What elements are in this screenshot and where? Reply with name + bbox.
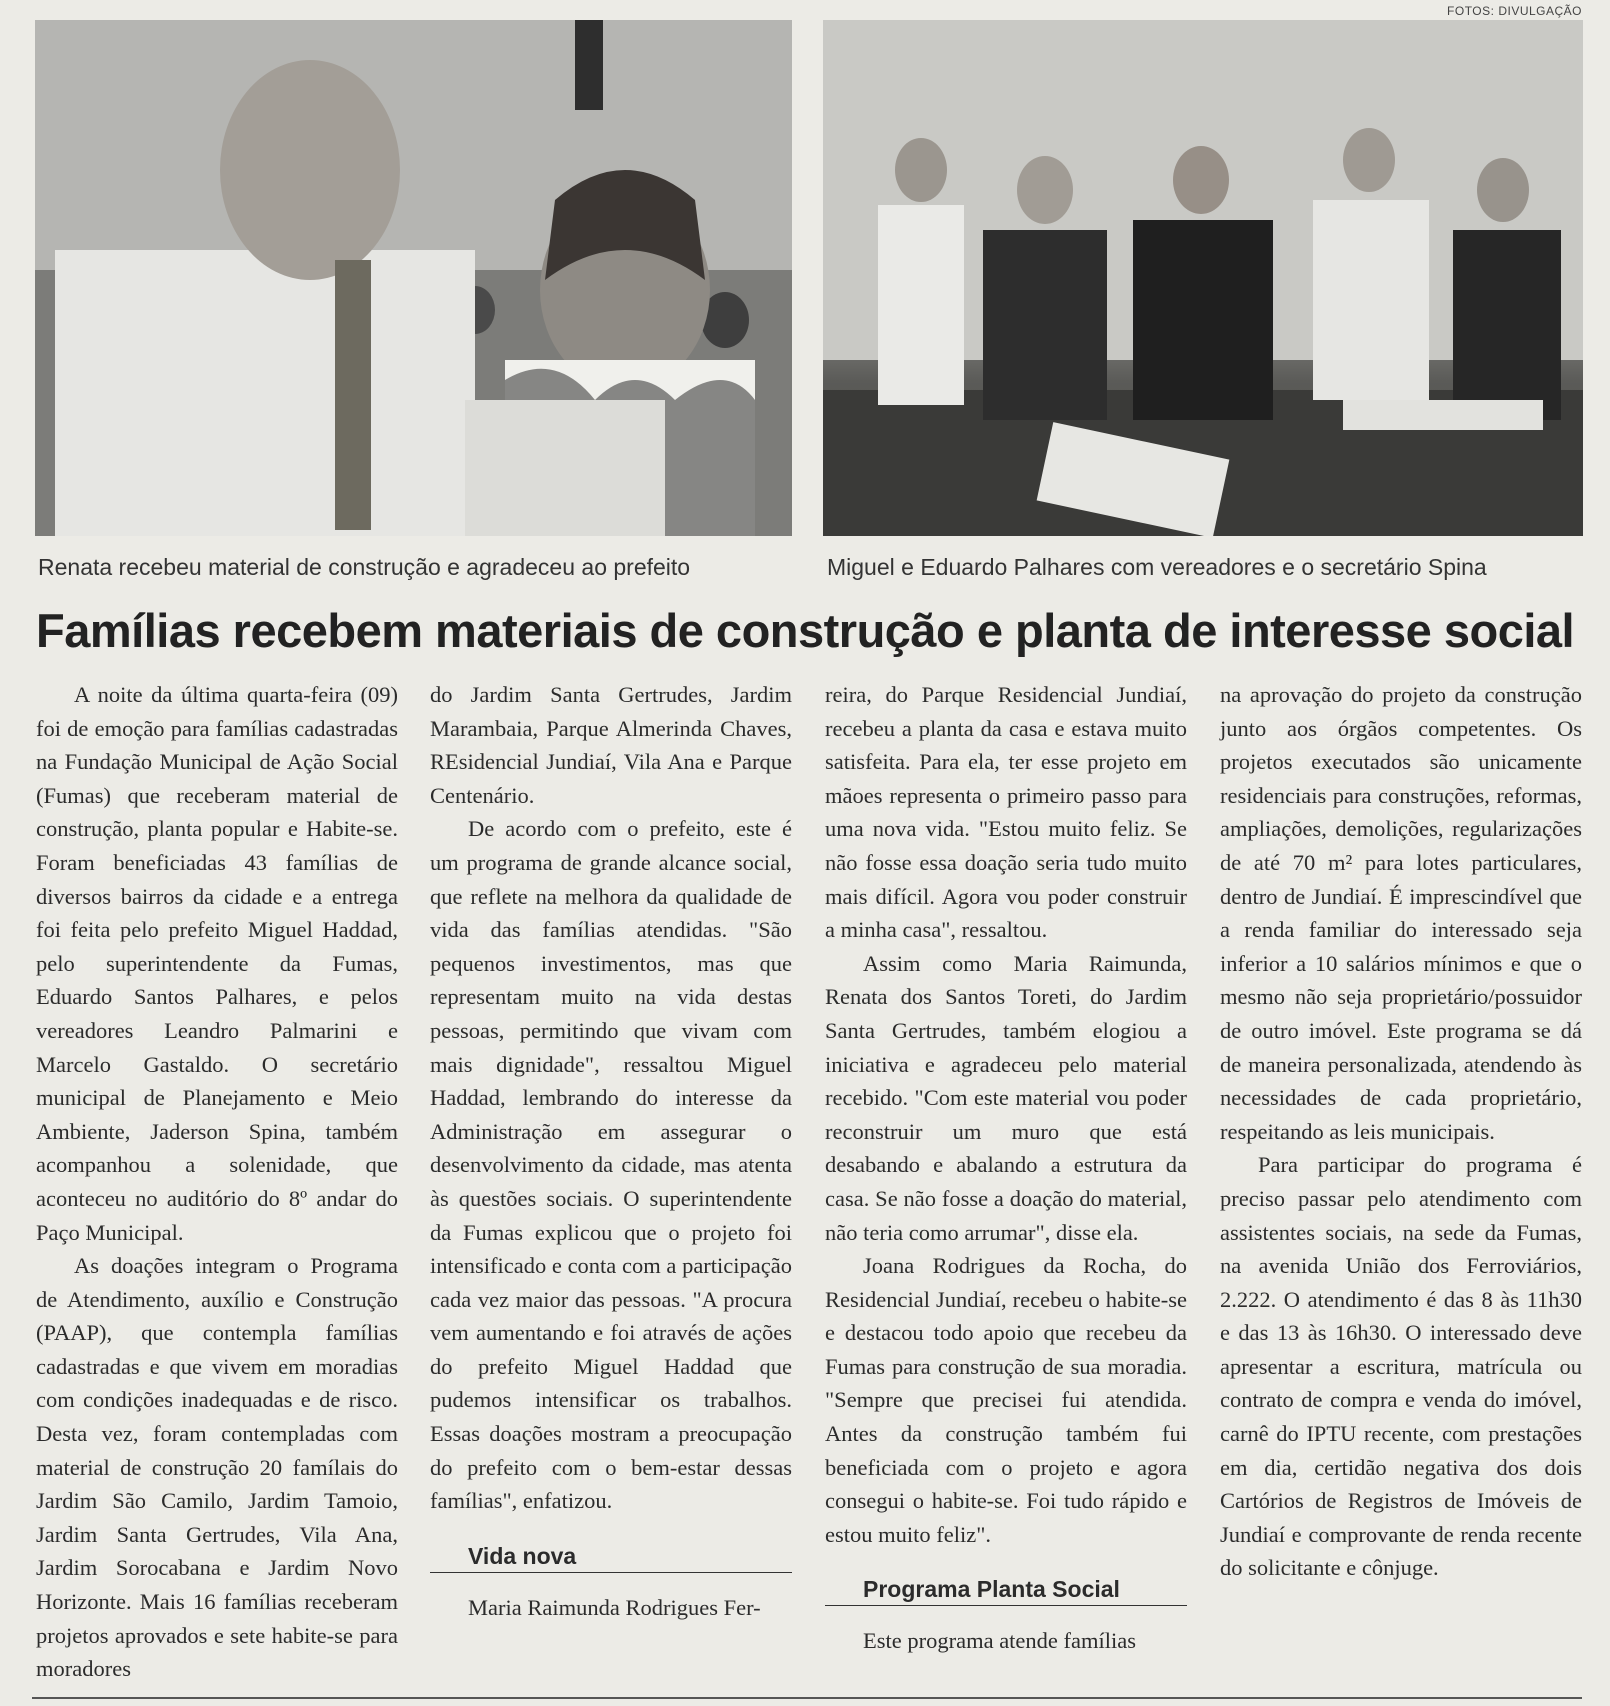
article-column-3 [825, 678, 1187, 1658]
paragraph: na aprovação do projeto da construção junto aos órgãos competentes. Os projetos executados são unicamente residenciais para construções, reformas, ampliações, demolições, regularizações de até 70 m² para lotes particulares, dentro de Jundiaí. É imprescindível que a renda familiar do interessado seja inferior a 10 salários mínimos e que o mesmo não seja proprietário/possuidor de outro imóvel. Este programa se dá de maneira personalizada, atendendo às necessidades de cada proprietário, respeitando as leis municipais. [1220, 682, 1582, 1144]
paragraph: As doações integram o Programa de Atendimento, auxílio e Construção (PAAP), que contempla famílias cadastradas e que vivem em moradias com condições inadequadas e de risco. Desta vez, foram contempladas com material de construção 20 famílais do Jardim São Camilo, Jardim Tamoio, Jardim Santa Gertrudes, Vila Ana, Jardim Sorocabana e Jardim Novo Horizonte. Mais 16 famílias receberam projetos aprovados e sete habite-se para moradores [36, 1253, 398, 1682]
article-column-1 [36, 678, 398, 1686]
photo-right-illustration [823, 20, 1583, 536]
paragraph: Joana Rodrigues da Rocha, do Residencial Jundiaí, recebeu o habite-se e destacou todo apoio que recebeu da Fumas para construção de sua moradia. "Sempre que precisei fui atendida. Antes da construção também fui beneficiada com o projeto e agora consegui o habite-se. Foi tudo rápido e estou muito feliz". [825, 1253, 1187, 1547]
paragraph: Este programa atende famílias [863, 1628, 1137, 1654]
photo-left-illustration [35, 20, 792, 536]
paragraph: Assim como Maria Raimunda, Renata dos Santos Toreti, do Jardim Santa Gertrudes, também elogiou a iniciativa e agradeceu pelo material recebido. "Com este material vou poder reconstruir um muro que está desabando e abalando a estrutura da casa. Se não fosse a doação do material, não teria como arrumar", disse ela. [825, 950, 1187, 1245]
paragraph: reira, do Parque Residencial Jundiaí, recebeu a planta da casa e estava muito satisfeita. Para ela, ter esse projeto em mãoes representa o primeiro passo para uma nova vida. "Estou muito feliz. Se não fosse essa doação seria tudo muito mais difícil. Agora vou poder construir a minha casa", ressaltou. [825, 682, 1187, 943]
article-column-4 [1220, 678, 1582, 1585]
subhead-programa-planta-social: Programa Planta Social [825, 1571, 1187, 1606]
photo-credit: FOTOS: DIVULGAÇÃO [1447, 4, 1582, 18]
photo-officials [823, 20, 1583, 536]
article-headline: Famílias recebem materiais de construção e planta de interesse social [36, 604, 1575, 657]
paragraph: A noite da última quarta-feira (09) foi de emoção para famílias cadastradas na Fundação Municipal de Ação Social (Fumas) que receberam material de construção, planta popular e Habite-se. Foram beneficiadas 43 famílias de diversos bairros da cidade e a entrega foi feita pelo prefeito Miguel Haddad, pelo superintendente da Fumas, Eduardo Santos Palhares, e pelos vereadores Leandro Palmarini e Marcelo Gastaldo. O secretário municipal de Planejamento e Meio Ambiente, Jaderson Spina, também acompanhou a solenidade, que aconteceu no auditório do 8º andar do Paço Municipal. [36, 682, 398, 1245]
bottom-rule [32, 1697, 1582, 1699]
paragraph: Para participar do programa é preciso passar pelo atendimento com assistentes sociais, na sede da Fumas, na avenida União dos Ferroviários, 2.222. O atendimento é das 8 às 11h30 e das 13 às 16h30. O interessado deve apresentar a escritura, matrícula ou contrato de compra e venda do imóvel, carnê do IPTU recente, com prestações em dia, certidão negativa dos dois Cartórios de Registros de Imóveis de Jundiaí e comprovante de renda recente do solicitante e cônjuge. [1220, 1152, 1582, 1581]
photo-mayor-and-renata [35, 20, 792, 536]
subhead-vida-nova: Vida nova [430, 1538, 792, 1573]
caption-right: Miguel e Eduardo Palhares com vereadores e o secretário Spina [827, 554, 1487, 580]
paragraph: Maria Raimunda Rodrigues Fer- [468, 1594, 761, 1620]
paragraph: do Jardim Santa Gertrudes, Jardim Marambaia, Parque Almerinda Chaves, REsidencial Jundiaí, Vila Ana e Parque Centenário. [430, 682, 792, 808]
caption-left: Renata recebeu material de construção e agradeceu ao prefeito [38, 554, 691, 580]
paragraph: De acordo com o prefeito, este é um programa de grande alcance social, que reflete na melhora da qualidade de vida das famílias atendidas. "São pequenos investimentos, mas que representam muito na vida destas pessoas, permitindo que vivam com mais dignidade", ressaltou Miguel Haddad, lembrando do interesse da Administração em assegurar o desenvolvimento da cidade, mas atenta às questões sociais. O superintendente da Fumas explicou que o projeto foi intensificado e conta com a participação cada vez maior das pessoas. "A procura vem aumentando e foi através de ações do prefeito Miguel Haddad que pudemos intensificar os trabalhos. Essas doações mostram a preocupação do prefeito com o bem-estar dessas famílias", enfatizou. [430, 816, 792, 1514]
article-column-2 [430, 678, 792, 1624]
